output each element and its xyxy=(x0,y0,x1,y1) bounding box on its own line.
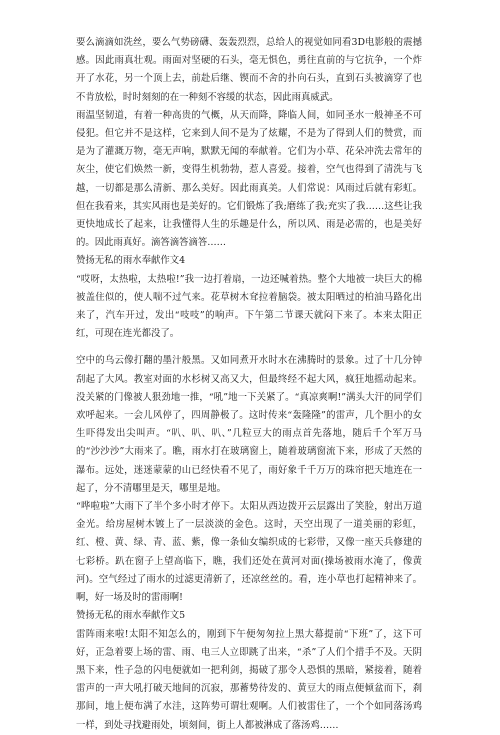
section-heading: 赞扬无私的雨水奉献作文5 xyxy=(76,610,186,622)
paragraph: 雷阵雨来啦!太阳不知怎么的，刚到下午便匆匆拉上黑大幕提前“下班”了，这下可好，正急着要上场的雷、雨、电三人立即跳了出来，“杀”了人们个措手不及。天阴黑下来，性子急的闪电便就如一把利剑，揭破了那令人恐惧的黑暗，紧接着，随着雷声的一声大吼打破天地间的沉寂，那蓄势待发的、黄豆大的雨点便倾盆而下，刹那间，地上便布满了水洼，这阵势可谓壮观啊。人们被雷住了，一个个如同落汤鸡一样，到处寻找避雨处，顷刻间，街上人都被淋成了落汤鸡…… xyxy=(76,628,422,731)
paragraph: “哎呀，太热啦，太热啦!”我一边打着扇，一边还喊着热。整个大地被一块巨大的棉被盖住似的，使人喘不过气来。花草树木耷拉着脑袋。被太阳晒过的柏油马路化出来了，汽车开过，发出“吱吱”的响声。下午第二节课天就闷下来了。本来太阳正红，可现在连光都没了。 xyxy=(76,273,422,340)
paragraph: “哗啦啦”大雨下了半个多小时才停下。太阳从西边拨开云层露出了笑脸，射出万道金光。给房屋树木镀上了一层淡淡的金色。这时，天空出现了一道美丽的彩虹，红、橙、黄、绿、青、蓝、紫，像一条仙女编织成的七彩带，又像一座天兵修建的七彩桥。趴在窗子上望高临下，瞧，我们还处在黄河对面(操场被雨水淹了，像黄河)。空气经过了雨水的过滤更清新了，还凉丝丝的。看，连小草也打起精神来了。啊，好一场及时的雷雨啊! xyxy=(76,501,422,604)
section-heading: 赞扬无私的雨水奉献作文4 xyxy=(76,255,186,267)
paragraph: 空中的乌云像打翻的墨汁般黑。又如同煮开水时水在沸腾时的景象。过了十几分钟刮起了大风。教室对面的水杉树又高又大，但最终经不起大风，疯狂地摇动起来。没关紧的门像被人狠劲地一推，“吼”地一下关紧了。“真凉爽啊!”满头大汗的同学们欢呼起来。一会儿风停了，四周静极了。这时传来“轰隆隆”的雷声，几个胆小的女生吓得发出尖叫声。“叭、叭、叭、”几粒豆大的雨点首先落地，随后千个军万马的“沙沙沙”大雨来了。瞧，雨水打在玻璃窗上，随着玻璃窗流下来，形成了天然的瀑布。远处，迷迷蒙蒙的山已经快看不见了，雨好象千千万万的珠帘把天地连在一起了，分不清哪里是天，哪里是地。 xyxy=(76,355,422,494)
paragraph: 雨温坚韧道，有着一种高贵的气概，从天而降，降临人间，如同圣水一般神圣不可侵犯。但它并不是这样，它来到人间不是为了炫耀，不是为了得到人们的赞赏，而是为了灌溉万物，毫无声响，默默无闻的奉献着。它们为小草、花朵冲洗去常年的灰尘，使它们焕然一新，变得生机勃勃，惹人喜爱。接着，空气也得到了清洗与飞越，一切都是那么清新、那么美好。因此雨真美。人们常说：风雨过后就有彩虹。但在我看来，其实风雨也是美好的。它们锻炼了我;磨练了我;充实了我……这些让我更快地成长了起来，让我懂得人生的乐趣是什么，所以风、雨是必需的，也是美好的。因此雨真好。滴答滴答滴答…… xyxy=(76,109,422,249)
paragraph: 要么滴滴如洗丝，要么气势磅礴、轰轰烈烈，总给人的视觉如同看3D电影般的震撼感。因此雨真壮观。雨面对坚硬的石头，毫无惧色，勇往直前的与它抗争，一个炸开了水花，另一个顶上去，前赴后继、锲而不舍的扑向石头，直到石头被滴穿了也不肯放松，时时刻刻的在一种刻不容缓的状态，因此雨真威武。 xyxy=(76,37,422,103)
document-body xyxy=(76,34,422,735)
paragraph-gap xyxy=(76,343,422,352)
